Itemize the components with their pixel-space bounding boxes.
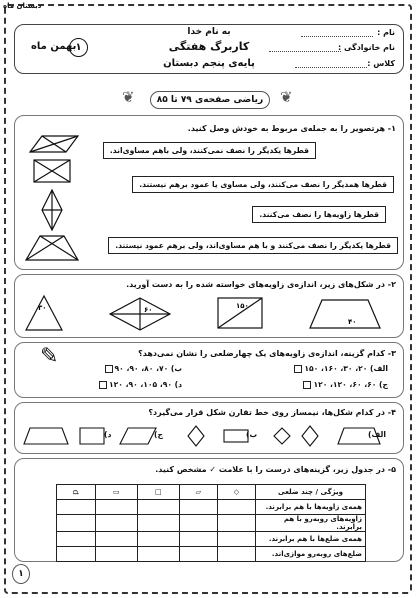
header-cell: ویژگی / چند ضلعی [256,485,366,500]
table-row: ضلع‌های روبه‌رو موازی‌اند. [57,547,366,562]
class-label: کلاس : [367,59,395,68]
family-label: نام خانوادگی : [337,43,395,52]
parallelogram-shape [120,428,156,444]
option-d[interactable]: د) ۹۰، ۱۰۵، ۹۰، ۱۲۰ [97,380,182,389]
option-b[interactable]: ب) ۷۰، ۸۰، ۹۰، ۹۰ [103,364,182,373]
site-label: دبستان ماه [3,2,42,10]
q1-shapes [22,134,82,266]
angle-label: ۳۰ [38,304,47,312]
question-3-text: ۳- کدام گزینه، اندازه‌ی زاویه‌های یک چهارضلعی را نشان نمی‌دهد؟ [138,349,396,358]
square-shape [80,428,104,444]
statement-3[interactable]: قطرها زاویه‌ها را نصف می‌کنند. [252,206,386,223]
name-label: نام : [377,28,395,37]
statement-1[interactable]: قطرها یکدیگر را نصف نمی‌کنند، ولی باهم مساوی‌اند. [103,142,316,159]
page-number: ۱ [12,564,30,584]
shape-cell: ◇ [217,485,255,500]
table-row: همه‌ی زاویه‌ها با هم برابرند. [57,500,366,515]
label-a: الف) [368,430,386,439]
q2-shapes [22,294,392,334]
checkbox[interactable] [294,365,302,373]
name-field[interactable] [301,29,373,37]
statement-2[interactable]: قطرها همدیگر را نصف می‌کنند، ولی مساوی یا عمود برهم نیستند. [132,176,394,193]
worksheet-header [14,24,404,74]
worksheet-title: کاربرگ هفتگی [168,40,250,53]
question-2-text: ۲- در شکل‌های زیر، اندازه‌ی زاویه‌های خواسته شده را به دست آورید. [126,280,396,289]
question-4-text: ۴- در کدام شکل‌ها، نیمساز روی خط تقارن شکل قرار می‌گیرد؟ [148,408,396,417]
angle-label: ۶۰ [144,306,153,314]
shape-cell: ▭ [95,485,137,500]
butterfly-icon: ❦ [280,88,293,106]
angle-label: ۴۰ [348,318,357,326]
table-row: زاویه‌های روبه‌رو با هم برابرند. [57,515,366,532]
table-header-row [57,485,366,500]
shape-cell: ⏢ [57,485,96,500]
grade-subtitle: پایه‌ی پنجم دبستان [163,58,255,69]
bismillah: به نام خدا [187,27,231,37]
lesson-ribbon: ریاضی صفحه‌ی ۷۹ تا ۸۵ [150,91,270,109]
shape-cell: □ [137,485,179,500]
shape-cell: ▱ [179,485,217,500]
option-c[interactable]: ج) ۶۰، ۶۰، ۱۲۰، ۱۲۰ [301,380,388,389]
checkbox[interactable] [105,365,113,373]
butterfly-icon: ❦ [122,88,135,106]
question-5-text: ۵- در جدول زیر، گزینه‌های درست را با علامت ✓ مشخص کنید. [155,465,396,474]
properties-table [56,484,366,562]
option-a[interactable]: الف) ۲۰، ۳۰، ۱۶۰، ۱۵۰ [292,364,388,373]
label-c: ج) [154,430,163,439]
month-number: ۱ [69,38,88,57]
question-1-text: ۱- هرتصویر را به جمله‌ی مربوط به خودش وصل کنید. [187,124,396,133]
trapezoid-shape [310,300,380,328]
label-b: ب) [246,430,258,439]
rhombus-shape [188,426,204,446]
kite-shape [274,428,290,444]
angle-label: ۱۵۰ [236,302,249,310]
thinking-character-icon: ✎ [40,344,59,369]
month-label: بهمن ماه [31,41,77,52]
trapezoid-shape [26,236,78,260]
trapezoid-shape [24,428,68,444]
table-row: همه‌ی ضلع‌ها با هم برابرند. [57,532,366,547]
triangle-shape [26,296,62,330]
checkbox[interactable] [303,381,311,389]
statement-4[interactable]: قطرها یکدیگر را نصف می‌کنند و با هم مساوی‌اند، ولی برهم عمود نیستند. [108,237,398,254]
rhombus-shape [302,426,318,446]
checkbox[interactable] [99,381,107,389]
q4-shapes [20,424,400,448]
rectangle-shape [224,430,248,442]
label-d: د) [104,430,112,439]
